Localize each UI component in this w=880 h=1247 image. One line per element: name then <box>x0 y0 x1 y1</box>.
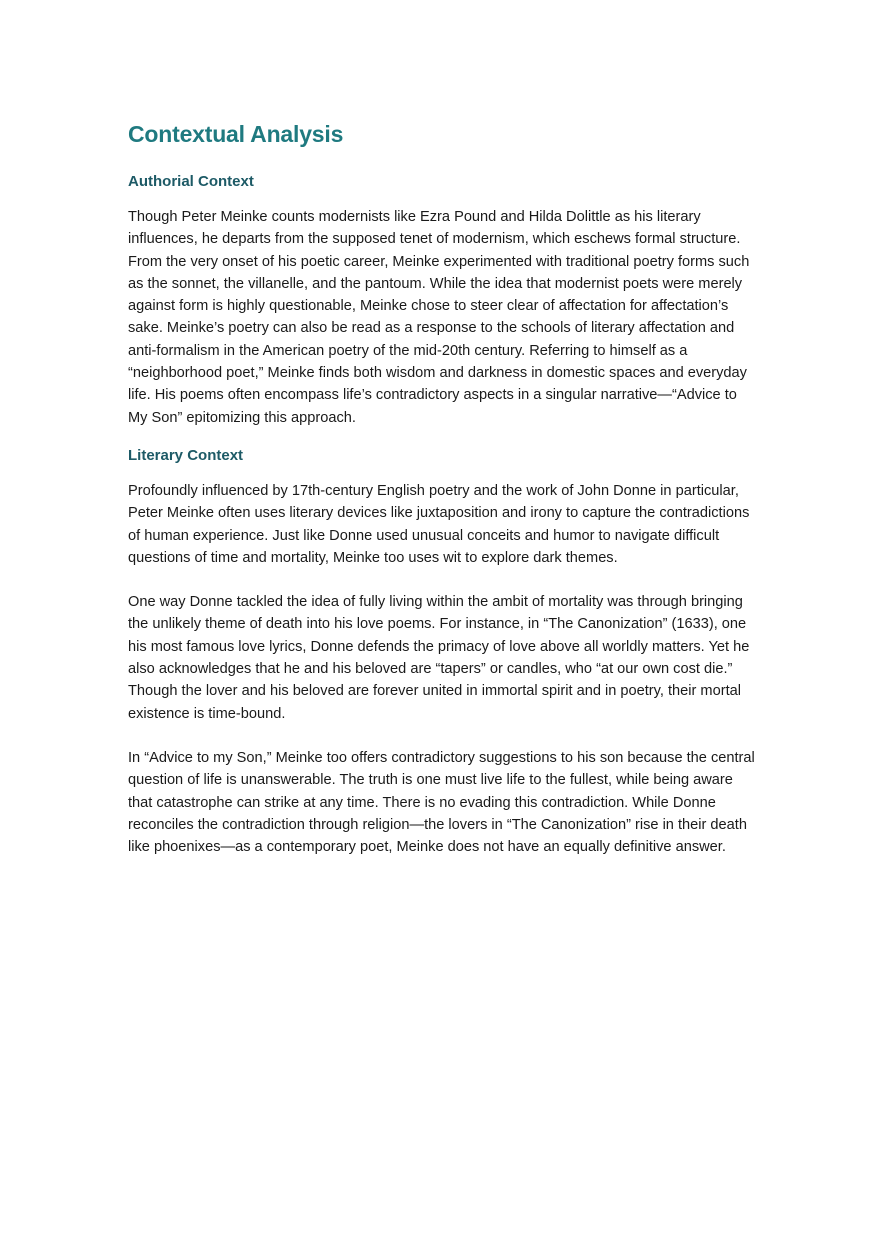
literary-context-paragraph-1: Profoundly influenced by 17th-century English poetry and the work of John Donne in particular, Peter Meinke often uses literary devices like juxtaposition and irony to capture the contradictions of human experience. Just like Donne used unusual conceits and humor to navigate difficult questions of time and mortality, Meinke too uses wit to explore dark themes. <box>128 482 750 566</box>
paragraph-spacer <box>128 569 756 591</box>
authorial-context-paragraph: Though Peter Meinke counts modernists like Ezra Pound and Hilda Dolittle as his literary influences, he departs from the supposed tenet of modernism, which eschews formal structure. From the very onset of his poetic career, Meinke experimented with traditional poetry forms such as the sonnet, the villanelle, and the pantoum. While the idea that modernist poets were merely against form is highly questionable, Meinke chose to steer clear of affectation for affectation’s sake. Meinke’s poetry can also be read as a response to the schools of literary affectation and anti-formalism in the American poetry of the mid-20th century. Referring to himself as a “neighborhood poet,” Meinke finds both wisdom and darkness in domestic spaces and everyday life. His poems often encompass life’s contradictory aspects in a singular narrative—“Advice to My Son” epitomizing this approach. <box>128 209 750 426</box>
section-heading-authorial-context: Authorial Context <box>128 173 254 190</box>
literary-context-paragraph-2: One way Donne tackled the idea of fully living within the ambit of mortality was through bringing the unlikely theme of death into his love poems. For instance, in “The Canonization” (1633), one his most famous love lyrics, Donne defends the primacy of love above all worldly matters. Yet he also acknowledges that he and his beloved are “tapers” or candles, who “at our own cost die.” Though the lover and his beloved are forever united in immortal spirit and in poetry, their mortal existence is time-bound. <box>128 594 750 722</box>
page-title: Contextual Analysis <box>128 121 344 147</box>
section-spacer <box>128 429 756 446</box>
literary-context-paragraph-3: In “Advice to my Son,” Meinke too offers contradictory suggestions to his son because the central question of life is unanswerable. The truth is one must live life to the fullest, while being aware that catastrophe can strike at any time. There is no evading this contradiction. While Donne reconciles the contradiction through religion—the lovers in “The Canonization” rise in their death like phoenixes—as a contemporary poet, Meinke does not have an equally definitive answer. <box>128 749 755 856</box>
paragraph-spacer <box>128 725 756 747</box>
document-page <box>128 118 756 858</box>
section-heading-literary-context: Literary Context <box>128 446 244 464</box>
